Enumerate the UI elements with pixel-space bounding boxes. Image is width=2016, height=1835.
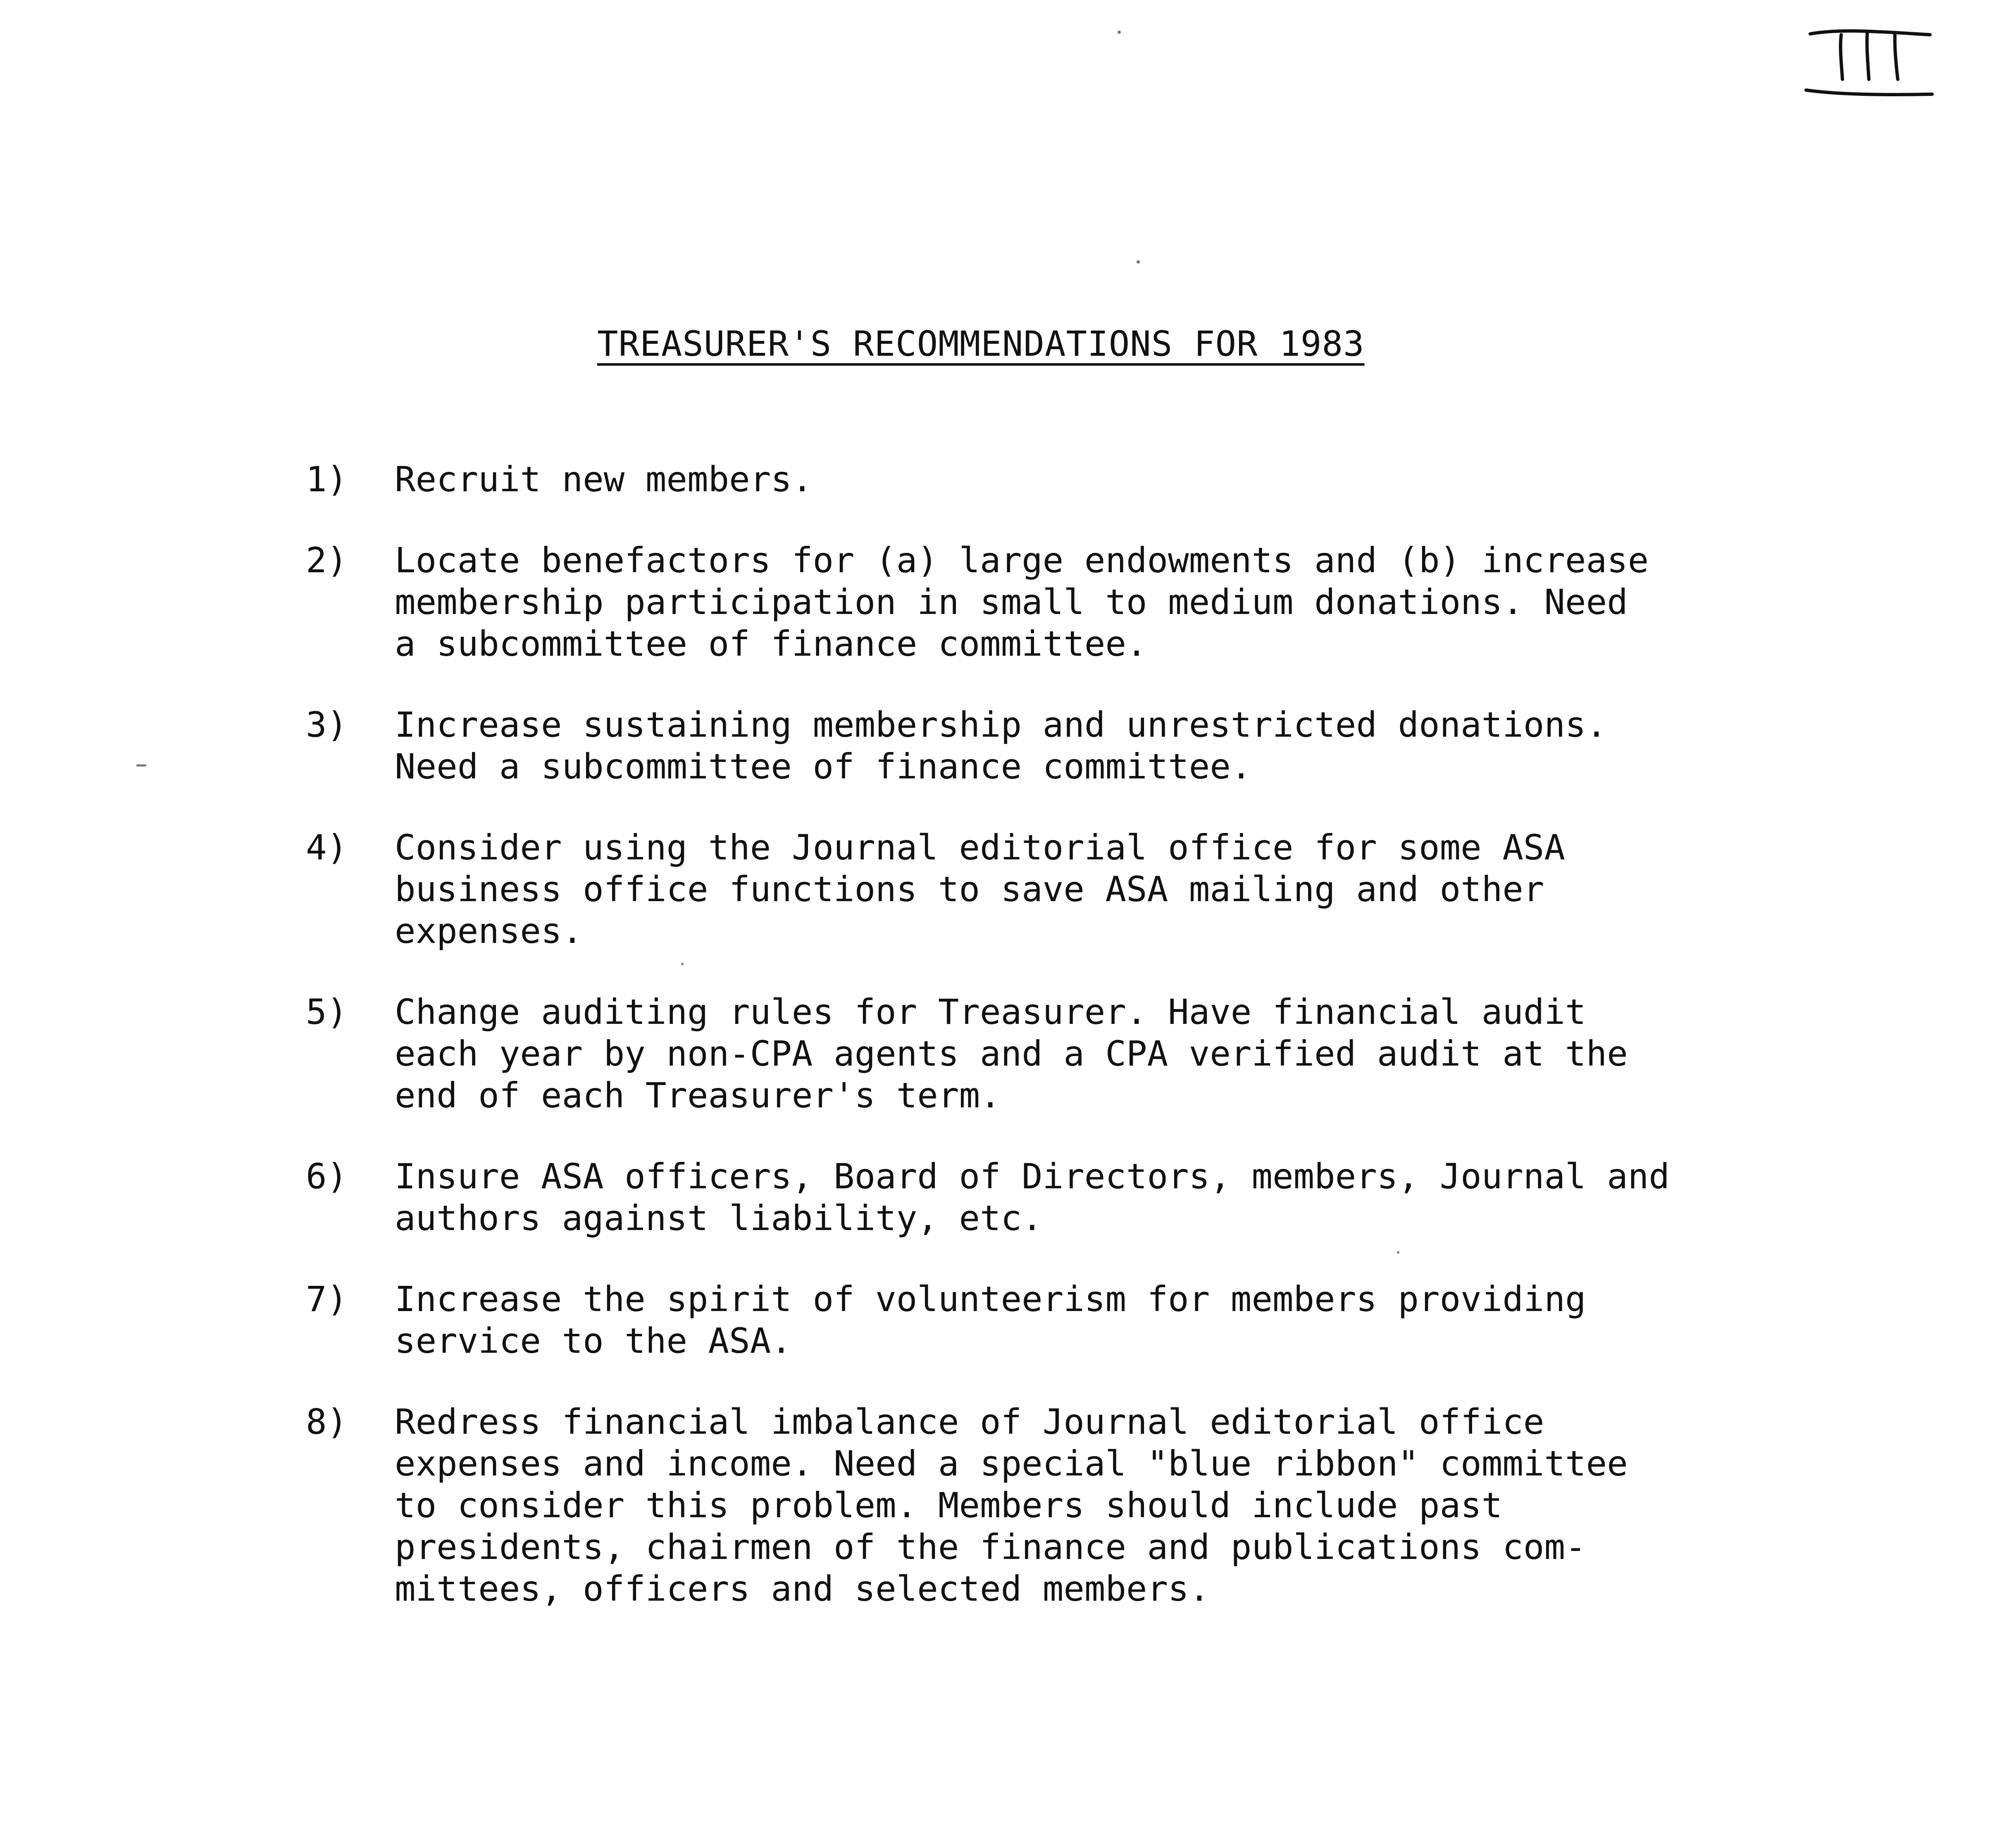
recommendation-text: Change auditing rules for Treasurer. Have financial audit each year by non-CPA agents and a CPA verified audit at the end of each Treasurer's term. bbox=[395, 992, 1628, 1116]
recommendation-text: Insure ASA officers, Board of Directors, members, Journal and authors against liability, etc. bbox=[395, 1156, 1670, 1238]
recommendation-text: Redress financial imbalance of Journal editorial office expenses and income. Need a special "blue ribbon" committee to consider this problem. Members should include past presidents, chairmen of the finance and publications com- mittees, officers and selected members. bbox=[395, 1402, 1628, 1609]
recommendation-number: 2) bbox=[306, 540, 348, 581]
recommendation-text: Consider using the Journal editorial office for some ASA business office functions to save ASA mailing and other expenses. bbox=[395, 827, 1566, 951]
recommendations-list bbox=[306, 459, 1711, 1649]
scan-speck bbox=[136, 764, 146, 766]
recommendation-item bbox=[306, 1156, 1711, 1239]
recommendation-number: 1) bbox=[306, 459, 348, 500]
document-title: TREASURER'S RECOMMENDATIONS FOR 1983 bbox=[597, 324, 1365, 364]
recommendation-number: 3) bbox=[306, 704, 348, 745]
recommendation-item bbox=[306, 1278, 1711, 1362]
recommendation-item bbox=[306, 704, 1711, 788]
recommendation-number: 5) bbox=[306, 992, 348, 1032]
recommendation-item bbox=[306, 991, 1711, 1116]
recommendation-number: 7) bbox=[306, 1279, 348, 1319]
handwritten-page-mark bbox=[1802, 25, 1938, 107]
recommendation-number: 4) bbox=[306, 827, 348, 868]
recommendation-number: 6) bbox=[306, 1156, 348, 1197]
scan-speck bbox=[1397, 1251, 1399, 1254]
scan-speck bbox=[681, 963, 684, 965]
recommendation-text: Increase the spirit of volunteerism for members providing service to the ASA. bbox=[395, 1279, 1586, 1361]
recommendation-text: Locate benefactors for (a) large endowments and (b) increase membership participation in small to medium donations. Need a subcommittee of finance committee. bbox=[395, 540, 1649, 664]
recommendation-item bbox=[306, 1401, 1711, 1610]
recommendation-text: Increase sustaining membership and unrestricted donations. Need a subcommittee of finance committee. bbox=[395, 704, 1607, 787]
recommendation-text: Recruit new members. bbox=[395, 459, 813, 500]
recommendation-item bbox=[306, 540, 1711, 665]
scan-speck bbox=[1118, 31, 1121, 34]
recommendation-item bbox=[306, 827, 1711, 952]
recommendation-item bbox=[306, 459, 1711, 500]
scan-speck bbox=[1137, 260, 1140, 264]
recommendation-number: 8) bbox=[306, 1402, 348, 1442]
